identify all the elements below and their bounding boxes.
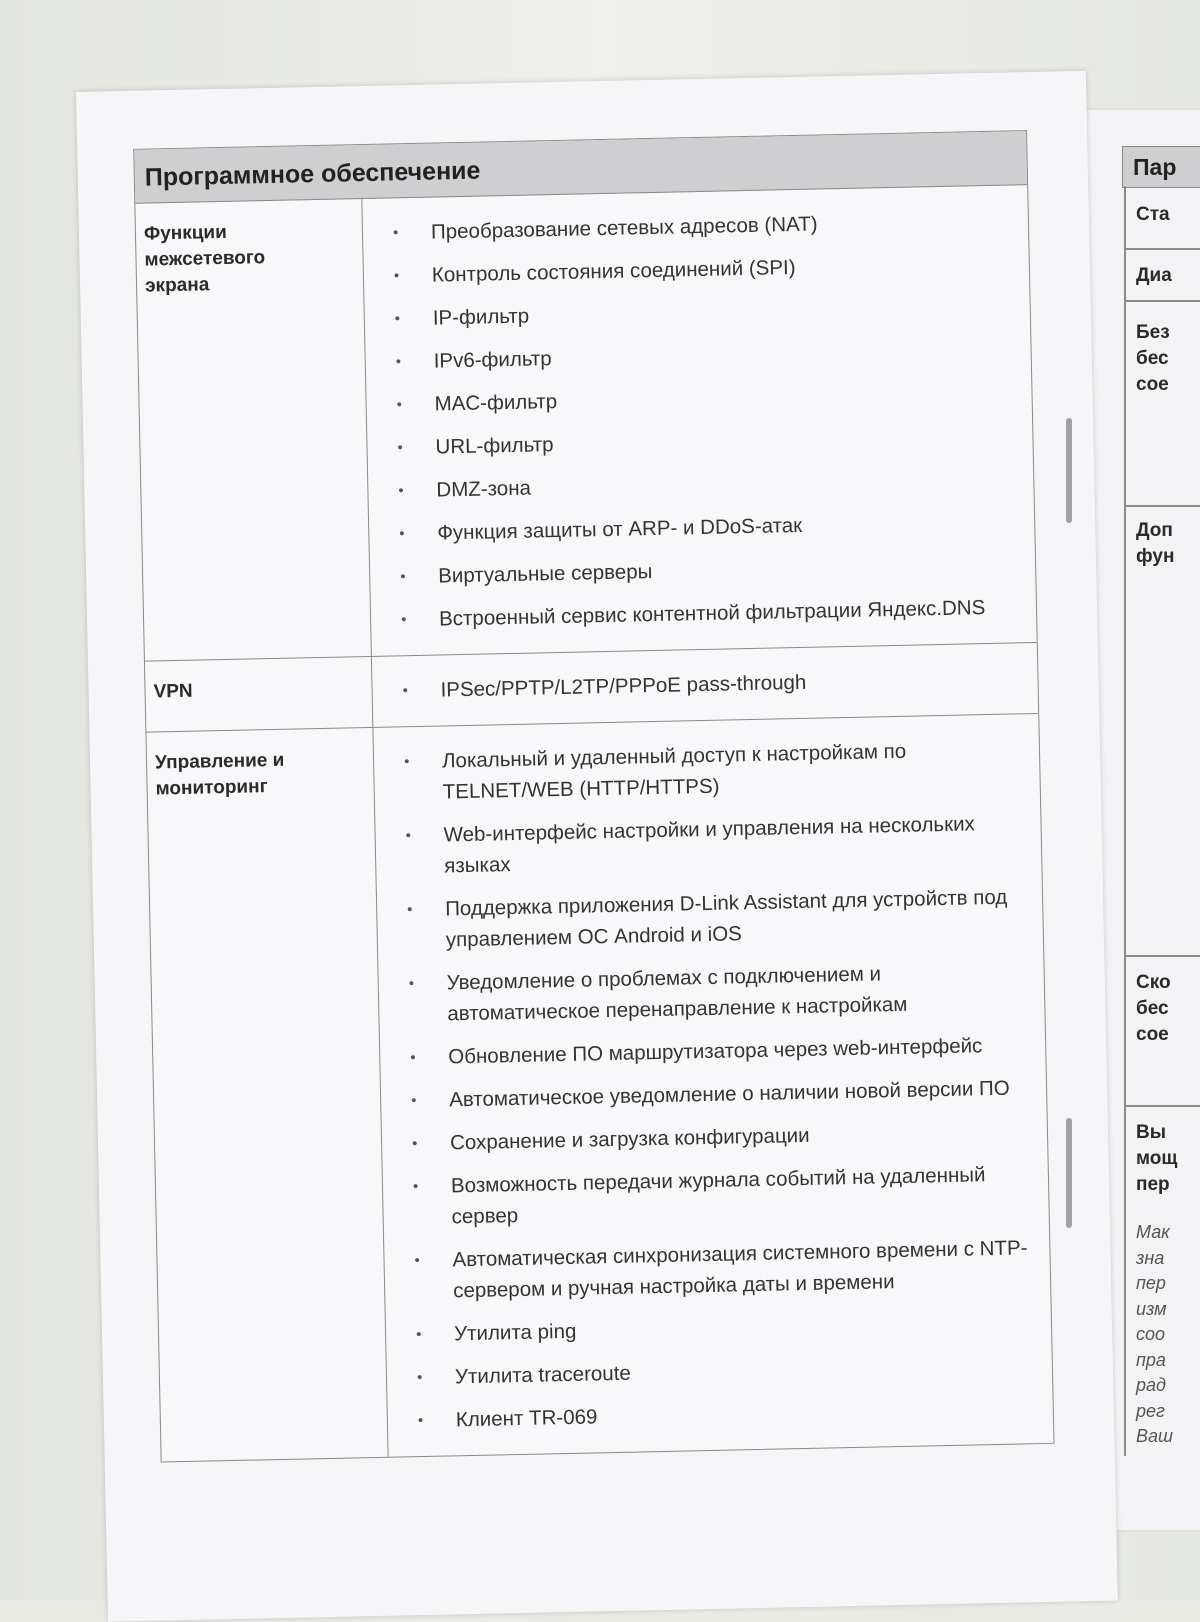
right-label: Ста [1136, 204, 1170, 225]
list-item: • MAC-фильтр [396, 376, 1026, 420]
feature-list [362, 185, 1036, 656]
list-item: • Локальный и удаленный доступ к настройкам по TELNET/WEB (HTTP/HTTPS) [404, 733, 1034, 808]
list-item: • Возможность передачи журнала событий на удаленный сервер [413, 1158, 1043, 1233]
list-item: • IPv6-фильтр [395, 333, 1025, 377]
list-item: • Виртуальные серверы [400, 548, 1030, 592]
list-item: • Обновление ПО маршрутизатора через web-интерфейс [410, 1029, 1040, 1073]
right-row-divider [1124, 955, 1200, 957]
row-category: Функции межсетевого экрана [135, 199, 372, 661]
right-row-divider [1124, 248, 1200, 250]
right-label: Диа [1136, 265, 1172, 286]
section-title: Программное обеспечение [134, 131, 1027, 204]
list-item: • Поддержка приложения D-Link Assistant для устройств под управлением ОС Android и iOS [407, 881, 1037, 956]
list-item: • Утилита ping [416, 1306, 1046, 1350]
spec-table [133, 130, 1054, 1462]
list-item: • DMZ-зона [398, 462, 1028, 506]
list-item: • Автоматическая синхронизация системного времени с NTP-сервером и ручная настройка даты и времени [414, 1232, 1044, 1307]
list-item: • Встроенный сервис контентной фильтрации Яндекс.DNS [401, 591, 1031, 635]
right-row-divider [1124, 300, 1200, 302]
staple [1066, 418, 1072, 523]
list-item: • IP-фильтр [394, 290, 1024, 334]
right-row-divider [1124, 505, 1200, 507]
right-row-divider [1124, 1105, 1200, 1107]
right-label: Вы мощ пер [1136, 1122, 1178, 1195]
list-item: • Уведомление о проблемах с подключением и автоматическое перенаправление к настройкам [408, 955, 1038, 1030]
row-category: VPN [145, 657, 373, 732]
table-row [135, 185, 1036, 662]
table-row [146, 714, 1053, 1462]
right-label: Доп фун [1136, 520, 1175, 567]
list-item: • Web-интерфейс настройки и управления на нескольких языках [405, 807, 1035, 882]
right-page-note: Мак зна пер изм соо пра рад рег Ваш [1136, 1222, 1173, 1446]
list-item: • Функция защиты от ARP- и DDoS-атак [399, 505, 1029, 549]
list-item: • Контроль состояния соединений (SPI) [394, 247, 1024, 291]
list-item: • Автоматическое уведомление о наличии новой версии ПО [411, 1072, 1041, 1116]
list-item: • Преобразование сетевых адресов (NAT) [393, 204, 1023, 248]
right-label: Ско бес сое [1136, 972, 1171, 1045]
right-section-title: Пар [1133, 154, 1177, 180]
feature-list [372, 643, 1038, 727]
right-label: Без бес сое [1136, 322, 1170, 395]
staple [1066, 1118, 1072, 1228]
left-page [76, 71, 1118, 1622]
row-category: Управление и мониторинг [146, 728, 388, 1462]
right-table-border [1124, 186, 1126, 1456]
list-item: • IPSec/PPTP/L2TP/PPPoE pass-through [402, 662, 1032, 706]
list-item: • URL-фильтр [397, 419, 1027, 463]
list-item: • Клиент TR-069 [418, 1392, 1048, 1436]
list-item: • Сохранение и загрузка конфигурации [412, 1115, 1042, 1159]
right-section-header [1122, 146, 1200, 188]
feature-list [373, 714, 1053, 1457]
list-item: • Утилита traceroute [417, 1349, 1047, 1393]
